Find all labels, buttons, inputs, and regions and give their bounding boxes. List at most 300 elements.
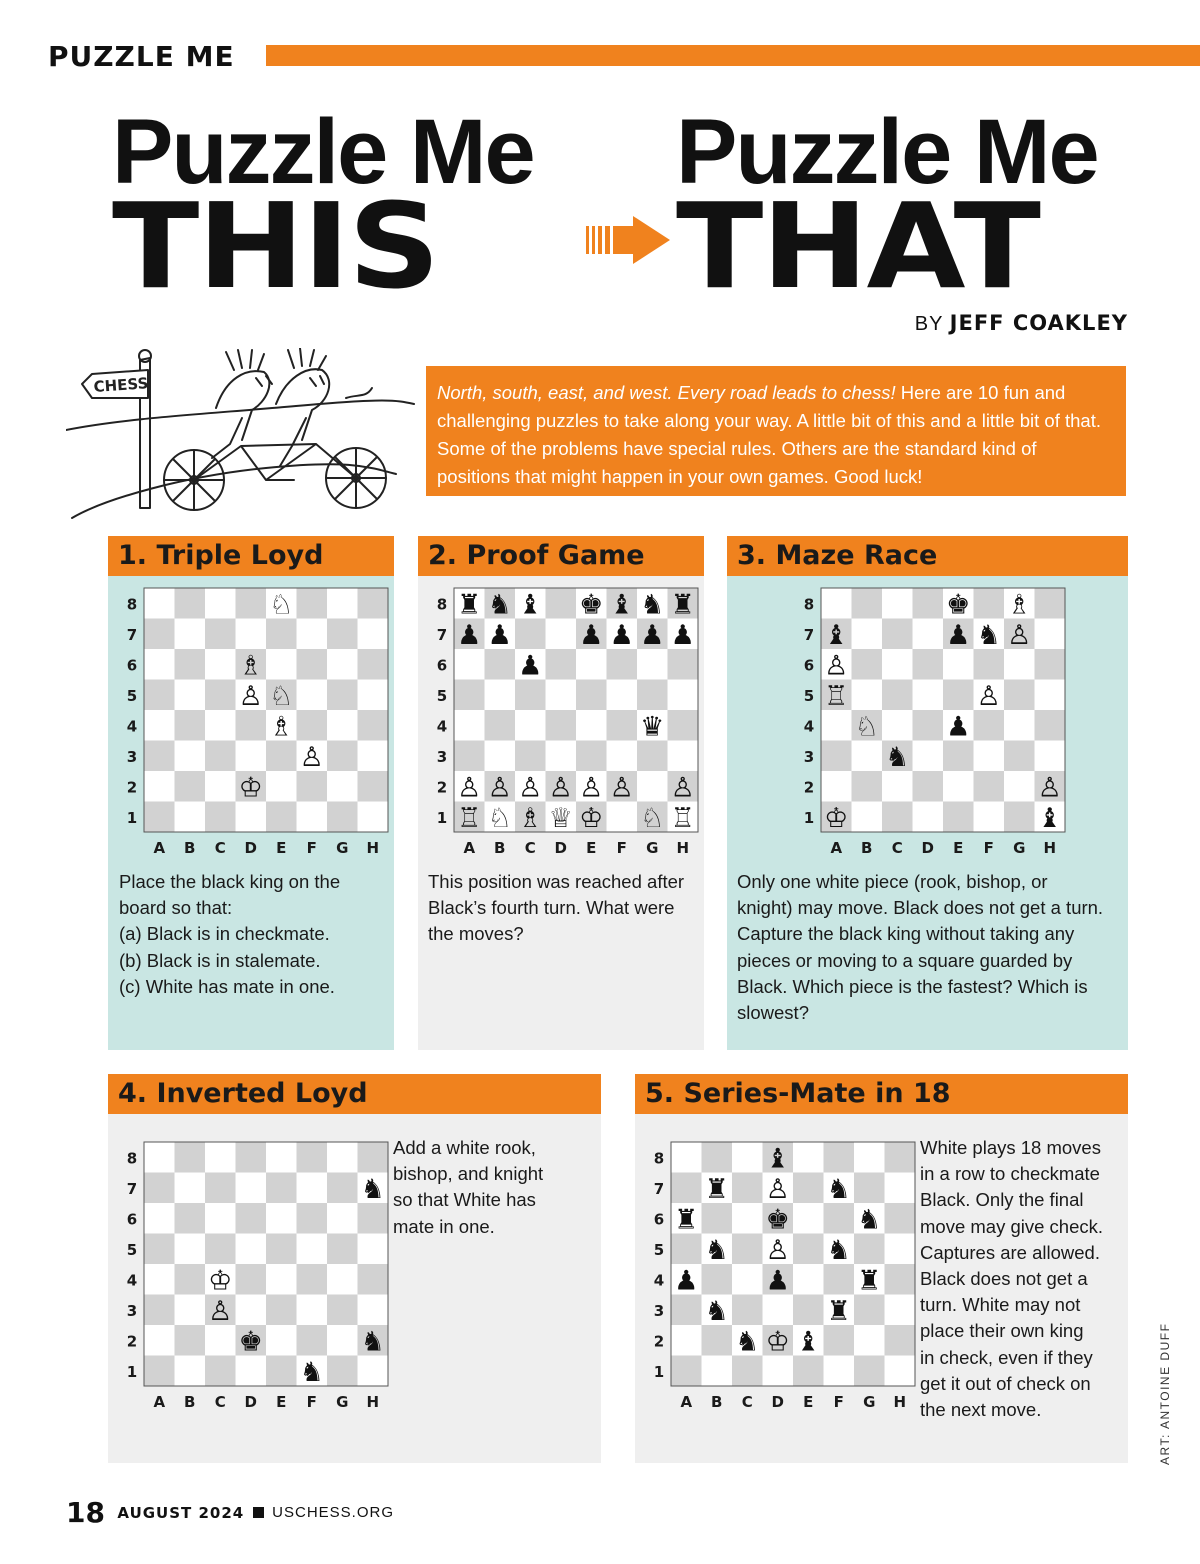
white-king-icon: ♔ <box>765 1326 790 1358</box>
file-label: C <box>891 839 903 857</box>
description-line: board so that: <box>119 897 233 919</box>
white-rook-icon: ♖ <box>457 802 482 834</box>
board-square <box>205 1142 236 1173</box>
board-square <box>824 1356 855 1387</box>
file-label: C <box>741 1393 753 1411</box>
board-square <box>671 1325 702 1356</box>
board-square <box>485 680 516 711</box>
board-square <box>236 1142 267 1173</box>
puzzle-title: 2. Proof Game <box>418 536 704 576</box>
description-line: slowest? <box>737 1002 809 1024</box>
description-line: White plays 18 moves <box>920 1137 1101 1158</box>
black-knight-icon: ♞ <box>487 589 512 621</box>
board-square <box>854 1325 885 1356</box>
board-square <box>454 649 485 680</box>
white-pawn-icon: ♙ <box>1037 772 1062 804</box>
description-line: Capture the black king without taking any <box>737 923 1075 945</box>
board-square <box>175 680 206 711</box>
cartoon-sign-text: CHESS <box>93 374 149 396</box>
rank-label: 1 <box>126 808 138 827</box>
board-square <box>546 680 577 711</box>
white-pawn-icon: ♙ <box>299 741 324 773</box>
board-square <box>327 802 358 833</box>
puzzle-description <box>737 869 1125 1026</box>
file-label: D <box>244 839 257 857</box>
board-square <box>266 1325 297 1356</box>
board-square <box>974 771 1005 802</box>
board-square <box>607 680 638 711</box>
black-pawn-icon: ♟ <box>946 711 971 743</box>
board-square <box>205 680 236 711</box>
board-square <box>671 1173 702 1204</box>
board-square <box>358 1203 389 1234</box>
white-knight-icon: ♘ <box>269 589 294 621</box>
board-square <box>144 1356 175 1387</box>
rank-label: 2 <box>436 778 448 797</box>
board-square <box>454 680 485 711</box>
board-square <box>297 680 328 711</box>
rank-label: 8 <box>653 1149 665 1168</box>
board-square <box>821 741 852 772</box>
board-square <box>236 741 267 772</box>
board-square <box>175 1234 206 1265</box>
black-knight-icon: ♞ <box>704 1234 729 1266</box>
board-square <box>175 1173 206 1204</box>
board-square <box>668 680 699 711</box>
black-knight-icon: ♞ <box>857 1204 882 1236</box>
file-label: A <box>463 839 476 857</box>
board-square <box>297 1142 328 1173</box>
rank-label: 4 <box>126 1271 138 1290</box>
black-knight-icon: ♞ <box>826 1234 851 1266</box>
board-square <box>358 619 389 650</box>
puzzle-card-5 <box>635 1074 1128 1463</box>
board-square <box>546 710 577 741</box>
zebras-tandem-bike-illustration <box>66 348 416 523</box>
board-square <box>885 1173 916 1204</box>
board-square <box>882 649 913 680</box>
rank-label: 7 <box>436 625 448 644</box>
board-square <box>297 1295 328 1326</box>
black-rook-icon: ♜ <box>826 1295 851 1327</box>
black-pawn-icon: ♟ <box>518 650 543 682</box>
black-knight-icon: ♞ <box>299 1356 324 1388</box>
board-square <box>702 1356 733 1387</box>
puzzle-card-3 <box>727 536 1128 1050</box>
rank-label: 4 <box>653 1271 665 1290</box>
file-label: H <box>1043 839 1057 857</box>
puzzle-card-1 <box>108 536 394 1050</box>
board-square <box>546 588 577 619</box>
footer <box>66 1496 394 1529</box>
black-pawn-icon: ♟ <box>579 619 604 651</box>
black-knight-icon: ♞ <box>360 1326 385 1358</box>
section-label: PUZZLE ME <box>48 40 235 73</box>
black-bishop-icon: ♝ <box>518 589 543 621</box>
board-square <box>824 1264 855 1295</box>
board-square <box>821 771 852 802</box>
board-square <box>882 771 913 802</box>
black-king-icon: ♚ <box>765 1204 790 1236</box>
board-square <box>327 1356 358 1387</box>
board-square <box>882 802 913 833</box>
rank-label: 2 <box>653 1332 665 1351</box>
board-square <box>671 1142 702 1173</box>
issue-date: AUGUST 2024 <box>117 1503 245 1522</box>
rank-label: 5 <box>653 1240 665 1259</box>
board-square <box>885 1295 916 1326</box>
black-queen-icon: ♛ <box>640 711 665 743</box>
file-label: D <box>244 1393 257 1411</box>
board-square <box>358 710 389 741</box>
file-label: G <box>336 1393 349 1411</box>
description-line: move may give check. <box>920 1215 1104 1237</box>
board-square <box>266 1356 297 1387</box>
board-square <box>1035 710 1066 741</box>
white-pawn-icon: ♙ <box>518 772 543 804</box>
file-label: D <box>771 1393 784 1411</box>
black-rook-icon: ♜ <box>457 589 482 621</box>
board-square <box>852 680 883 711</box>
black-knight-icon: ♞ <box>826 1173 851 1205</box>
board-square <box>852 588 883 619</box>
description-line: mate in one. <box>393 1215 495 1237</box>
board-square <box>358 1356 389 1387</box>
rank-label: 5 <box>436 686 448 705</box>
board-square <box>607 802 638 833</box>
board-square <box>637 680 668 711</box>
description-line: (c) White has mate in one. <box>119 975 335 997</box>
rank-label: 3 <box>653 1301 665 1320</box>
board-square <box>236 619 267 650</box>
board-square <box>297 619 328 650</box>
board-square <box>913 649 944 680</box>
rank-label: 6 <box>126 1210 138 1229</box>
rank-label: 7 <box>126 1179 138 1198</box>
board-square <box>327 1203 358 1234</box>
description-line: bishop, and knight <box>393 1163 544 1185</box>
board-square <box>358 741 389 772</box>
board-square <box>266 1173 297 1204</box>
board-square <box>327 710 358 741</box>
board-square <box>702 1264 733 1295</box>
white-rook-icon: ♖ <box>824 680 849 712</box>
board-square <box>236 1264 267 1295</box>
board-square <box>205 802 236 833</box>
description-line: This position was reached after <box>428 871 685 892</box>
board-square <box>297 771 328 802</box>
board-square <box>327 1173 358 1204</box>
board-square <box>576 680 607 711</box>
board-square <box>515 680 546 711</box>
board-square <box>1004 649 1035 680</box>
white-pawn-icon: ♙ <box>609 772 634 804</box>
board-square <box>358 1295 389 1326</box>
board-square <box>763 1356 794 1387</box>
board-square <box>732 1173 763 1204</box>
rank-label: 5 <box>803 686 815 705</box>
file-label: E <box>803 1393 814 1411</box>
arrow-right-icon <box>586 214 672 266</box>
description-line: Black does not get a <box>920 1268 1088 1290</box>
description-line: Black’s fourth turn. What were <box>428 897 675 919</box>
board-square <box>454 741 485 772</box>
rank-label: 1 <box>436 808 448 827</box>
board-square <box>266 802 297 833</box>
white-queen-icon: ♕ <box>548 802 573 834</box>
board-square <box>913 802 944 833</box>
board-square <box>327 1234 358 1265</box>
file-label: H <box>893 1393 907 1411</box>
board-square <box>1004 710 1035 741</box>
board-square <box>637 741 668 772</box>
board-square <box>821 588 852 619</box>
board-square <box>546 649 577 680</box>
file-label: B <box>184 839 196 857</box>
board-square <box>236 802 267 833</box>
white-knight-icon: ♘ <box>269 680 294 712</box>
board-square <box>913 771 944 802</box>
puzzle-card-4 <box>108 1074 601 1463</box>
white-pawn-icon: ♙ <box>487 772 512 804</box>
board-square <box>266 649 297 680</box>
puzzle-description <box>428 869 700 948</box>
board-square <box>205 710 236 741</box>
file-label: A <box>680 1393 693 1411</box>
board-square <box>607 741 638 772</box>
rank-label: 1 <box>803 808 815 827</box>
board-square <box>824 1142 855 1173</box>
board-square <box>885 1356 916 1387</box>
board-square <box>637 649 668 680</box>
rank-label: 7 <box>126 625 138 644</box>
rank-label: 5 <box>126 1240 138 1259</box>
black-knight-icon: ♞ <box>976 619 1001 651</box>
chess-board <box>424 586 700 860</box>
board-square <box>297 1234 328 1265</box>
rank-label: 6 <box>803 656 815 675</box>
black-pawn-icon: ♟ <box>640 619 665 651</box>
title-left-big: THIS <box>112 178 439 316</box>
separator-square <box>253 1507 264 1518</box>
rank-label: 6 <box>436 656 448 675</box>
file-label: B <box>861 839 873 857</box>
black-rook-icon: ♜ <box>674 1204 699 1236</box>
puzzle-description <box>119 869 391 1000</box>
white-pawn-icon: ♙ <box>238 680 263 712</box>
white-king-icon: ♔ <box>238 772 263 804</box>
board-square <box>327 771 358 802</box>
black-bishop-icon: ♝ <box>824 619 849 651</box>
rank-label: 3 <box>436 747 448 766</box>
file-label: A <box>153 1393 166 1411</box>
board-square <box>144 1264 175 1295</box>
byline-by: BY <box>914 313 944 335</box>
white-king-icon: ♔ <box>824 802 849 834</box>
black-pawn-icon: ♟ <box>457 619 482 651</box>
file-label: G <box>863 1393 876 1411</box>
rank-label: 6 <box>653 1210 665 1229</box>
rank-label: 1 <box>653 1362 665 1381</box>
rank-label: 7 <box>803 625 815 644</box>
board-square <box>175 1356 206 1387</box>
board-square <box>515 619 546 650</box>
puzzle-description <box>393 1135 593 1240</box>
description-line: Black. Only the final <box>920 1189 1084 1211</box>
file-label: C <box>214 839 226 857</box>
board-square <box>913 680 944 711</box>
board-square <box>852 771 883 802</box>
description-line: the moves? <box>428 923 524 945</box>
board-square <box>702 1325 733 1356</box>
board-square <box>546 619 577 650</box>
file-label: F <box>306 839 317 857</box>
rank-label: 8 <box>126 595 138 614</box>
file-label: D <box>554 839 567 857</box>
black-rook-icon: ♜ <box>704 1173 729 1205</box>
rank-label: 2 <box>126 1332 138 1351</box>
page-number: 18 <box>66 1496 105 1529</box>
board-square <box>882 588 913 619</box>
board-square <box>943 771 974 802</box>
rank-label: 7 <box>653 1179 665 1198</box>
board-square <box>515 710 546 741</box>
board-square <box>671 1234 702 1265</box>
board-square <box>175 771 206 802</box>
black-pawn-icon: ♟ <box>487 619 512 651</box>
board-square <box>358 588 389 619</box>
white-king-icon: ♔ <box>208 1265 233 1297</box>
rank-label: 3 <box>803 747 815 766</box>
file-label: F <box>616 839 627 857</box>
board-square <box>854 1142 885 1173</box>
white-pawn-icon: ♙ <box>208 1295 233 1327</box>
rank-label: 2 <box>803 778 815 797</box>
white-pawn-icon: ♙ <box>824 650 849 682</box>
board-square <box>515 741 546 772</box>
file-label: D <box>921 839 934 857</box>
file-label: H <box>676 839 690 857</box>
board-square <box>236 1173 267 1204</box>
board-square <box>974 741 1005 772</box>
rank-label: 3 <box>126 747 138 766</box>
file-label: B <box>494 839 506 857</box>
file-label: G <box>646 839 659 857</box>
white-pawn-icon: ♙ <box>976 680 1001 712</box>
board-square <box>943 802 974 833</box>
board-square <box>327 1142 358 1173</box>
board-square <box>327 1325 358 1356</box>
board-square <box>702 1203 733 1234</box>
file-label: B <box>184 1393 196 1411</box>
board-square <box>297 1173 328 1204</box>
board-square <box>205 619 236 650</box>
file-label: F <box>306 1393 317 1411</box>
board-square <box>943 680 974 711</box>
rank-label: 6 <box>126 656 138 675</box>
board-square <box>266 1295 297 1326</box>
white-bishop-icon: ♗ <box>238 650 263 682</box>
board-square <box>607 649 638 680</box>
board-square <box>824 1325 855 1356</box>
board-square <box>144 649 175 680</box>
art-credit: ART: ANTOINE DUFF <box>1158 1322 1172 1465</box>
board-square <box>327 680 358 711</box>
black-king-icon: ♚ <box>946 589 971 621</box>
puzzle-card-2 <box>418 536 704 1050</box>
chess-board <box>791 586 1067 860</box>
board-square <box>882 710 913 741</box>
file-label: F <box>983 839 994 857</box>
board-square <box>144 1325 175 1356</box>
board-square <box>854 1234 885 1265</box>
black-knight-icon: ♞ <box>885 741 910 773</box>
file-label: H <box>366 839 380 857</box>
white-pawn-icon: ♙ <box>765 1234 790 1266</box>
board-square <box>763 1295 794 1326</box>
board-square <box>974 588 1005 619</box>
board-square <box>205 588 236 619</box>
board-square <box>297 588 328 619</box>
white-pawn-icon: ♙ <box>579 772 604 804</box>
board-square <box>485 741 516 772</box>
board-square <box>732 1264 763 1295</box>
description-line: in a row to checkmate <box>920 1163 1100 1185</box>
board-square <box>913 741 944 772</box>
board-square <box>144 588 175 619</box>
intro-text: Here are 10 fun and challenging puzzles to take along your way. A little bit of this and a little bit of that. Some of the problems have special rules. Others are the standard kind of positions that might happen in your own games. Good luck! <box>437 382 1101 487</box>
board-square <box>327 1295 358 1326</box>
white-bishop-icon: ♗ <box>269 711 294 743</box>
board-square <box>576 649 607 680</box>
board-square <box>144 619 175 650</box>
board-square <box>732 1234 763 1265</box>
board-square <box>882 680 913 711</box>
board-square <box>485 649 516 680</box>
board-square <box>854 1295 885 1326</box>
board-square <box>327 741 358 772</box>
board-square <box>454 710 485 741</box>
file-label: E <box>276 1393 287 1411</box>
white-bishop-icon: ♗ <box>1007 589 1032 621</box>
white-king-icon: ♔ <box>579 802 604 834</box>
board-square <box>854 1356 885 1387</box>
black-knight-icon: ♞ <box>360 1173 385 1205</box>
board-square <box>266 619 297 650</box>
description-line: in check, even if they <box>920 1346 1093 1368</box>
description-line: Black. Which piece is the fastest? Which is <box>737 975 1088 997</box>
board-square <box>266 1203 297 1234</box>
rank-label: 4 <box>803 717 815 736</box>
board-square <box>668 710 699 741</box>
board-square <box>702 1142 733 1173</box>
description-line: so that White has <box>393 1189 536 1211</box>
black-bishop-icon: ♝ <box>1037 802 1062 834</box>
board-square <box>974 802 1005 833</box>
board-square <box>266 1142 297 1173</box>
intro-lead: North, south, east, and west. Every road leads to chess! <box>437 382 896 403</box>
board-square <box>297 802 328 833</box>
board-square <box>885 1325 916 1356</box>
board-square <box>144 1142 175 1173</box>
board-square <box>913 619 944 650</box>
board-square <box>358 680 389 711</box>
board-square <box>852 649 883 680</box>
rank-label: 4 <box>436 717 448 736</box>
board-square <box>297 710 328 741</box>
description-line: (b) Black is in stalemate. <box>119 949 321 971</box>
board-square <box>144 802 175 833</box>
